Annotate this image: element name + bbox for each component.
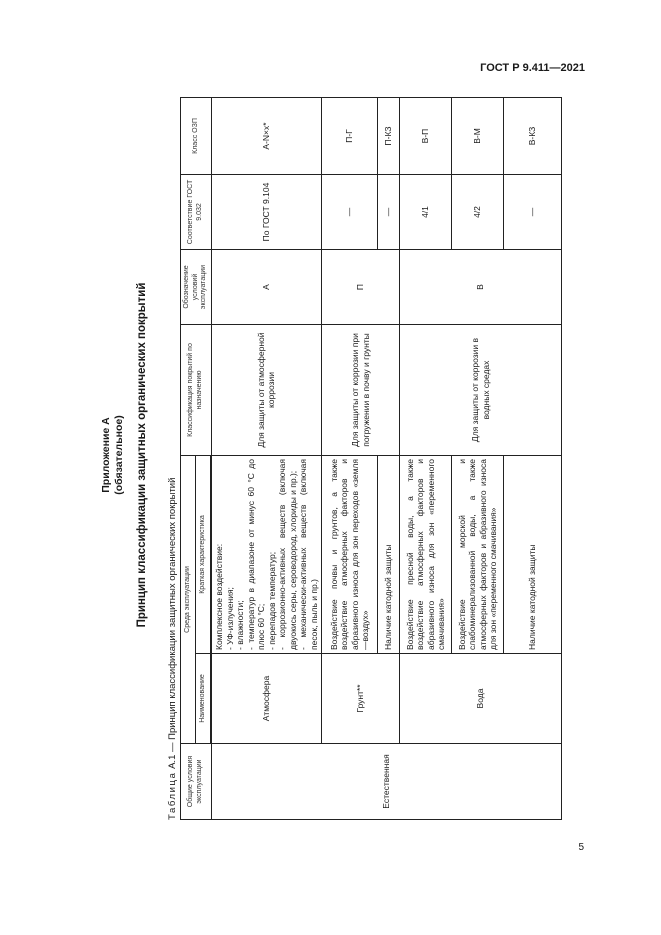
table-row-soil — [322, 98, 378, 820]
atmosphere-desc-line: - влажности; — [235, 600, 245, 650]
header-classification: Классификация покрытий по назначению — [181, 325, 212, 456]
atmosphere-desc-line: - температур в диапазоне от минус 60 °С до плюс 60 °С; — [245, 459, 266, 650]
header-ozp-class: Класс ОЗП — [181, 98, 212, 175]
header-general-conditions: Общие условия эксплуатации — [181, 744, 212, 820]
header-gost-correspondence: Соответствие ГОСТ 9.032 — [181, 175, 212, 250]
appendix-heading — [100, 90, 126, 820]
header-designation: Обозначение условий эксплуатации — [181, 250, 212, 325]
atmosphere-desc-line: - перепадов температур; — [266, 551, 277, 650]
cell-soil-description: Воздействие почвы и грунтов, а также воздействие атмосферных факторов и абразивного износа для зон переходов «земля—воздух» — [322, 456, 378, 654]
appendix-label: Приложение А — [100, 417, 112, 493]
cell-water-designation: В — [400, 250, 562, 325]
cell-soil-cathodic-ozp-class: П-КЗ — [378, 98, 400, 175]
cell-water-name: Вода — [400, 654, 562, 744]
table-caption-text: А.1 — Принцип классификации защитных органических покрытий — [167, 477, 178, 769]
cell-fresh-water-description: Воздействие пресной воды, а также воздействие атмосферных факторов и абразивного износа для зон «переменного смачивания» — [400, 456, 452, 654]
cell-fresh-water-gost: 4/1 — [400, 175, 452, 250]
cell-water-cathodic-ozp-class: В-КЗ — [504, 98, 562, 175]
cell-atmosphere-description — [211, 456, 322, 654]
rotated-content — [100, 90, 570, 820]
atmosphere-desc-line: Комплексное воздействие: — [214, 543, 224, 650]
table-row-atmosphere — [211, 98, 322, 820]
cell-general-condition: Естественная — [211, 744, 562, 820]
table-row-fresh-water — [400, 98, 452, 820]
header-description: Краткая характеристика — [195, 456, 211, 654]
table-caption-prefix: Таблица — [167, 771, 178, 820]
cell-sea-water-description: Воздействие морской и слабоминерализованной воды, а также атмосферных факторов и абразивного износа для зон «переменного смачивания» — [452, 456, 504, 654]
cell-soil-classification: Для защиты от коррозии при погружении в почву и грунты — [322, 325, 400, 456]
standard-code: ГОСТ Р 9.411—2021 — [480, 62, 585, 74]
atmosphere-desc-line: - коррозионно-активных веществ (включая двуокись серы, сероводород, хлориды и пр.); — [277, 459, 298, 650]
cell-fresh-water-ozp-class: В-П — [400, 98, 452, 175]
cell-soil-name: Грунт** — [322, 654, 400, 744]
cell-soil-gost: — — [322, 175, 378, 250]
cell-water-cathodic-gost: — — [504, 175, 562, 250]
cell-sea-water-gost: 4/2 — [452, 175, 504, 250]
cell-atmosphere-gost: По ГОСТ 9.104 — [211, 175, 322, 250]
header-row-1 — [181, 98, 196, 820]
atmosphere-desc-line: - механически-активных веществ (включая песок, пыль и пр.) — [298, 459, 319, 650]
appendix-title: Принцип классификации защитных органических покрытий — [136, 282, 148, 628]
cell-water-cathodic-description: Наличие катодной защиты — [504, 456, 562, 654]
atmosphere-desc-line: - УФ-излучения; — [224, 587, 235, 650]
cell-atmosphere-ozp-class: А-N×х* — [211, 98, 322, 175]
cell-water-classification: Для защиты от коррозии в водных средах — [400, 325, 562, 456]
header-environment: Среда эксплуатации — [181, 456, 196, 744]
page-number: 5 — [578, 842, 584, 853]
cell-soil-designation: П — [322, 250, 400, 325]
cell-atmosphere-classification: Для защиты от атмосферной коррозии — [211, 325, 322, 456]
cell-atmosphere-designation: А — [211, 250, 322, 325]
cell-soil-cathodic-description: Наличие катодной защиты — [378, 456, 400, 654]
cell-soil-cathodic-gost: — — [378, 175, 400, 250]
cell-soil-ozp-class: П-Г — [322, 98, 378, 175]
table-caption — [167, 478, 178, 820]
header-name: Наименование — [195, 654, 211, 744]
cell-sea-water-ozp-class: В-М — [452, 98, 504, 175]
cell-atmosphere-name: Атмосфера — [211, 654, 322, 744]
appendix-status: (обязательное) — [113, 415, 125, 495]
classification-table — [180, 97, 562, 820]
